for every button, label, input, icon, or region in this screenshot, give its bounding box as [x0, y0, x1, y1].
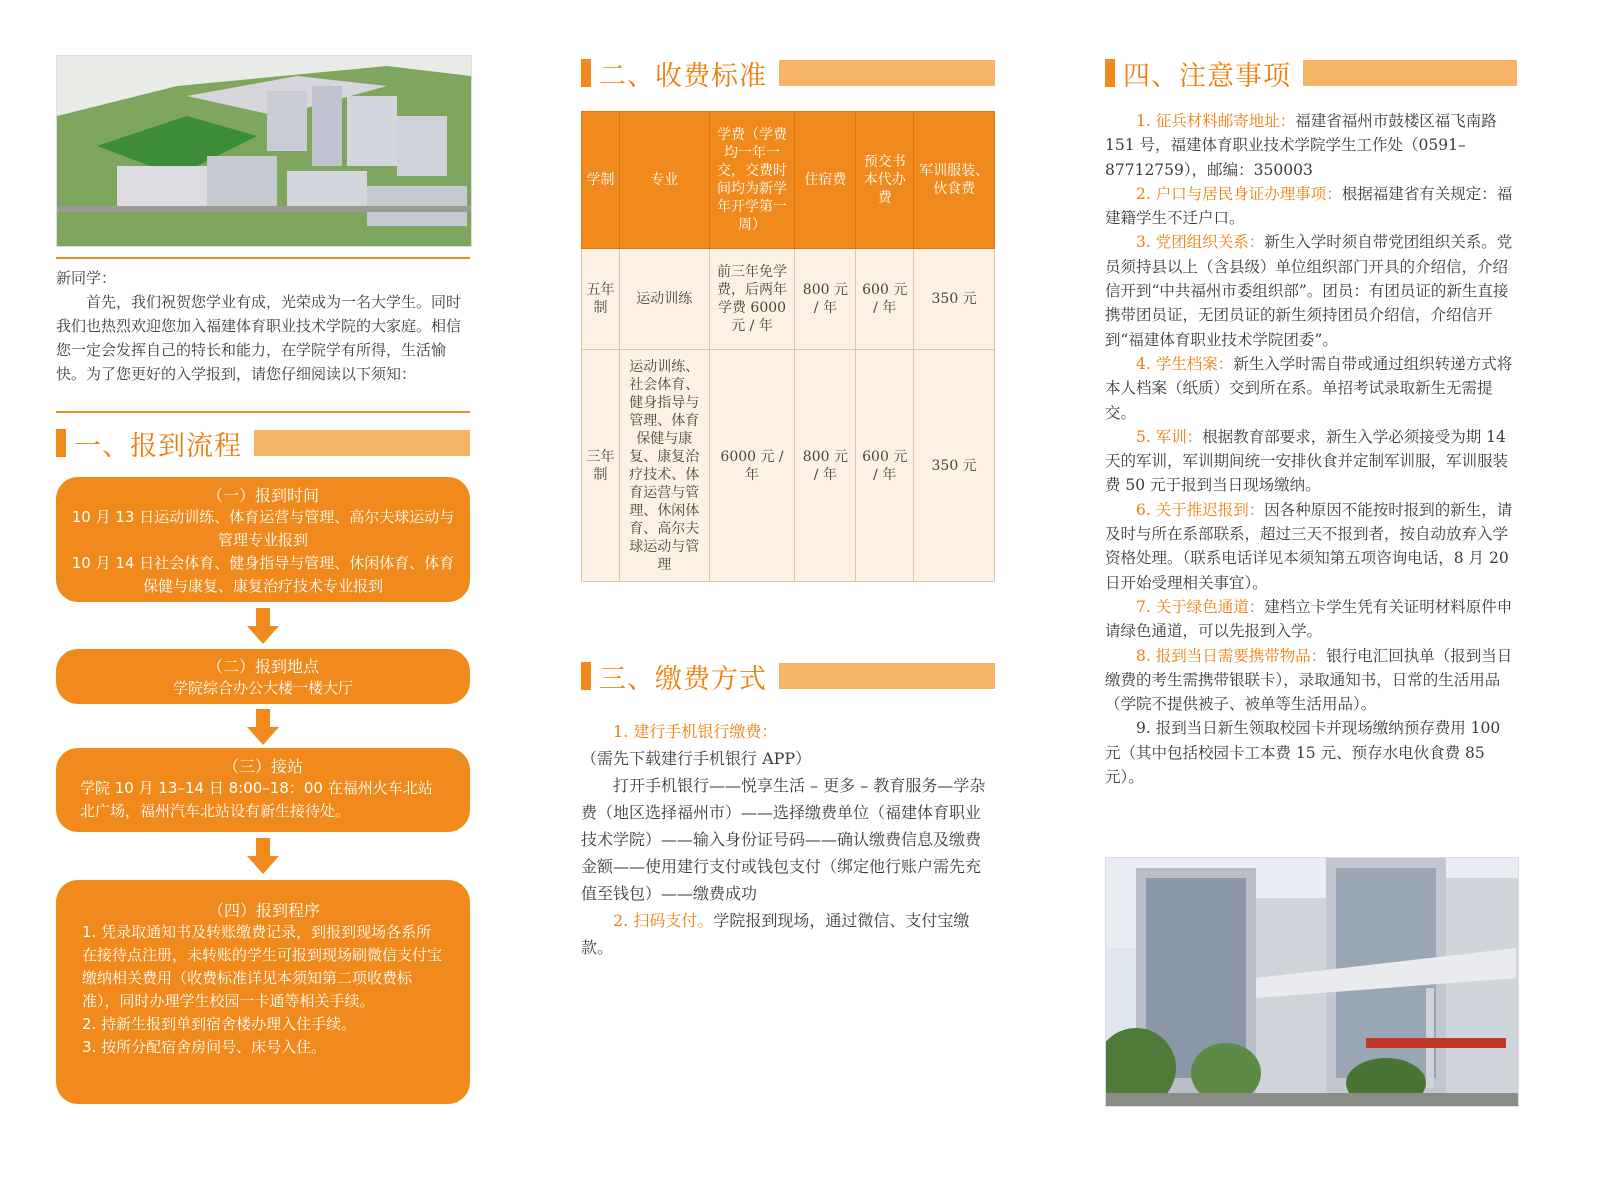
payment-item-2	[581, 907, 995, 961]
payment-methods	[581, 718, 995, 961]
section3-title: 三、缴费方式	[599, 663, 767, 695]
section1-heading	[56, 426, 470, 460]
table-cell: 600 元 / 年	[856, 350, 914, 582]
step-line: 3. 按所分配宿舍房间号、床号入住。	[82, 1038, 327, 1056]
table-cell: 五年制	[582, 249, 620, 350]
header-cell: 住宿费	[795, 112, 856, 249]
note-label: 4. 学生档案：	[1136, 354, 1234, 373]
fee-table	[581, 111, 995, 582]
flow-arrow-icon	[247, 709, 279, 745]
intro-body: 首先，我们祝贺您学业有成，光荣成为一名大学生。同时我们也热烈欢迎您加入福建体育职业技术学院的大家庭。相信您一定会发挥自己的特长和能力，在学院学有所得，生活愉快。为了您更好的入学报到，请您仔细阅读以下须知：	[56, 293, 462, 383]
step-line: 2. 持新生报到单到宿舍楼办理入住手续。	[82, 1015, 357, 1033]
table-cell: 800 元 / 年	[795, 350, 856, 582]
step-line: 学院综合办公大楼一楼大厅	[172, 679, 353, 697]
list-item	[1105, 182, 1517, 231]
table-cell: 6000 元 / 年	[709, 350, 795, 582]
table-cell: 运动训练、社会体育、健身指导与管理、体育保健与康复、康复治疗技术、体育运营与管理、休闲体育、高尔夫球运动与管理	[619, 350, 709, 582]
section4-title: 四、注意事项	[1123, 60, 1291, 92]
payment-item-2-text: 学院报到现场，通过微信、支付宝缴款。	[581, 911, 970, 957]
list-item	[1105, 498, 1517, 595]
step-box-time	[56, 477, 470, 602]
note-text: 建档立卡学生凭有关证明材料原件申请绿色通道，可以先报到入学。	[1105, 597, 1513, 641]
step-title: （四）报到程序	[207, 901, 320, 920]
section4-heading	[1105, 56, 1517, 90]
campus-aerial-photo	[56, 55, 472, 247]
table-cell: 运动训练	[619, 249, 709, 350]
step-line: 10 月 14 日社会体育、健身指导与管理、休闲体育、体育保健与康复、康复治疗技术专业报到	[71, 554, 455, 595]
notes-list	[1105, 109, 1517, 789]
section1-bar	[56, 429, 66, 457]
list-item	[1105, 595, 1517, 644]
table-cell: 600 元 / 年	[856, 249, 914, 350]
note-text: 因各种原因不能按时报到的新生，请及时与所在系部联系，超过三天不报到者，按自动放弃入学资格处理。（联系电话详见本须知第五项咨询电话，8 月 20 日开始受理相关事宜）。	[1105, 500, 1513, 592]
step-box-procedure	[56, 880, 470, 1104]
step-line: 1. 凭录取通知书及转账缴费记录，到报到现场各系所在接待点注册，未转账的学生可报到现场刷微信支付宝缴纳相关费用（收费标准详见本须知第二项收费标准），同时办理学生校园一卡通等相关手续。	[82, 923, 443, 1010]
payment-item-2-label: 2. 扫码支付。	[613, 911, 714, 930]
step-title: （二）报到地点	[206, 657, 319, 676]
flow-arrow-icon	[247, 608, 279, 644]
payment-item-1	[581, 718, 995, 772]
note-label: 1. 征兵材料邮寄地址：	[1136, 112, 1296, 130]
list-item	[1105, 109, 1517, 182]
header-cell: 学制	[582, 112, 620, 249]
section3-heading	[581, 659, 995, 693]
note-label: 3. 党团组织关系：	[1136, 233, 1265, 252]
note-text: 根据福建省有关规定：福建籍学生不迁户口。	[1105, 184, 1513, 228]
table-row	[582, 249, 995, 350]
table-cell: 三年制	[582, 350, 620, 582]
step-title: （三）接站	[222, 757, 303, 776]
note-label: 8. 报到当日需要携带物品：	[1136, 646, 1327, 665]
list-item	[1105, 716, 1517, 789]
step-line: 学院 10 月 13–14 日 8:00–18：00 在福州火车北站北广场，福州汽车北站设有新生接待处。	[80, 779, 433, 820]
list-item	[1105, 644, 1517, 717]
fee-table-header-row	[582, 112, 995, 249]
list-item	[1105, 425, 1517, 498]
note-text: 银行电汇回执单（报到当日缴费的考生需携带银联卡），录取通知书，日常的生活用品（学院不提供被子、被单等生活用品）。	[1105, 646, 1513, 714]
step-box-place	[56, 649, 470, 704]
campus-building-photo	[1105, 857, 1519, 1107]
header-cell: 预交书本代办费	[856, 112, 914, 249]
note-label: 7. 关于绿色通道：	[1136, 597, 1265, 616]
note-text: 福建省福州市鼓楼区福飞南路 151 号，福建体育职业技术学院学生工作处（0591–87712759），邮编：350003	[1105, 112, 1497, 179]
note-text: 9. 报到当日新生领取校园卡并现场缴纳预存费用 100 元（其中包括校园卡工本费 15 元、预存水电伙食费 85 元）。	[1105, 719, 1501, 787]
list-item	[1105, 230, 1517, 351]
note-label: 5. 军训：	[1136, 427, 1203, 446]
section3-fill	[779, 663, 995, 689]
note-label: 2. 户口与居民身证办理事项：	[1136, 184, 1342, 203]
table-row	[582, 350, 995, 582]
section4-bar	[1105, 59, 1115, 87]
step-title: （一）报到时间	[206, 486, 319, 505]
note-text: 根据教育部要求，新生入学必须接受为期 14 天的军训，军训期间统一安排伙食并定制军训服，军训服装费 50 元于报到当日现场缴纳。	[1105, 427, 1509, 495]
intro-greeting: 新同学：	[56, 269, 117, 287]
payment-item-1-text: （需先下载建行手机银行 APP）	[581, 749, 812, 768]
table-cell: 350 元	[914, 249, 995, 350]
list-item	[1105, 352, 1517, 425]
step-box-pickup	[56, 748, 470, 832]
intro-rule-top	[56, 257, 470, 259]
note-label: 6. 关于推迟报到：	[1136, 500, 1265, 519]
section2-heading	[581, 56, 995, 90]
payment-item-1-steps: 打开手机银行——悦享生活 – 更多 – 教育服务—学杂费（地区选择福州市）——选择缴费单位（福建体育职业技术学院）——输入身份证号码——确认缴费信息及缴费金额——使用建行支付或钱包支付（绑定他行账户需先充值至钱包）——缴费成功	[581, 776, 986, 903]
section2-title: 二、收费标准	[599, 60, 767, 92]
table-cell: 350 元	[914, 350, 995, 582]
section1-title: 一、报到流程	[74, 430, 242, 462]
intro-letter	[56, 266, 470, 386]
section4-fill	[1303, 60, 1517, 86]
header-cell: 军训服装、伙食费	[914, 112, 995, 249]
step-line: 10 月 13 日运动训练、体育运营与管理、高尔夫球运动与管理专业报到	[71, 508, 455, 549]
payment-item-1-label: 1. 建行手机银行缴费：	[613, 722, 778, 741]
header-cell: 专业	[619, 112, 709, 249]
note-text: 新生入学时须自带党团组织关系。党员须持县以上（含县级）单位组织部门开具的介绍信，介绍信开到“中共福州市委组织部”。团员：有团员证的新生直接携带团员证，无团员证的新生须持团员介绍信，介绍信开到“福建体育职业技术学院团委”。	[1105, 233, 1513, 349]
section3-bar	[581, 662, 591, 690]
section1-fill	[254, 430, 470, 456]
intro-rule-bottom	[56, 411, 470, 413]
note-text: 新生入学时需自带或通过组织转递方式将本人档案（纸质）交到所在系。单招考试录取新生无需提交。	[1105, 354, 1513, 422]
section2-fill	[779, 60, 995, 86]
header-cell: 学费（学费均一年一交，交费时间均为新学年开学第一周）	[709, 112, 795, 249]
section2-bar	[581, 59, 591, 87]
table-cell: 800 元 / 年	[795, 249, 856, 350]
flow-arrow-icon	[247, 838, 279, 874]
table-cell: 前三年免学费，后两年学费 6000 元 / 年	[709, 249, 795, 350]
